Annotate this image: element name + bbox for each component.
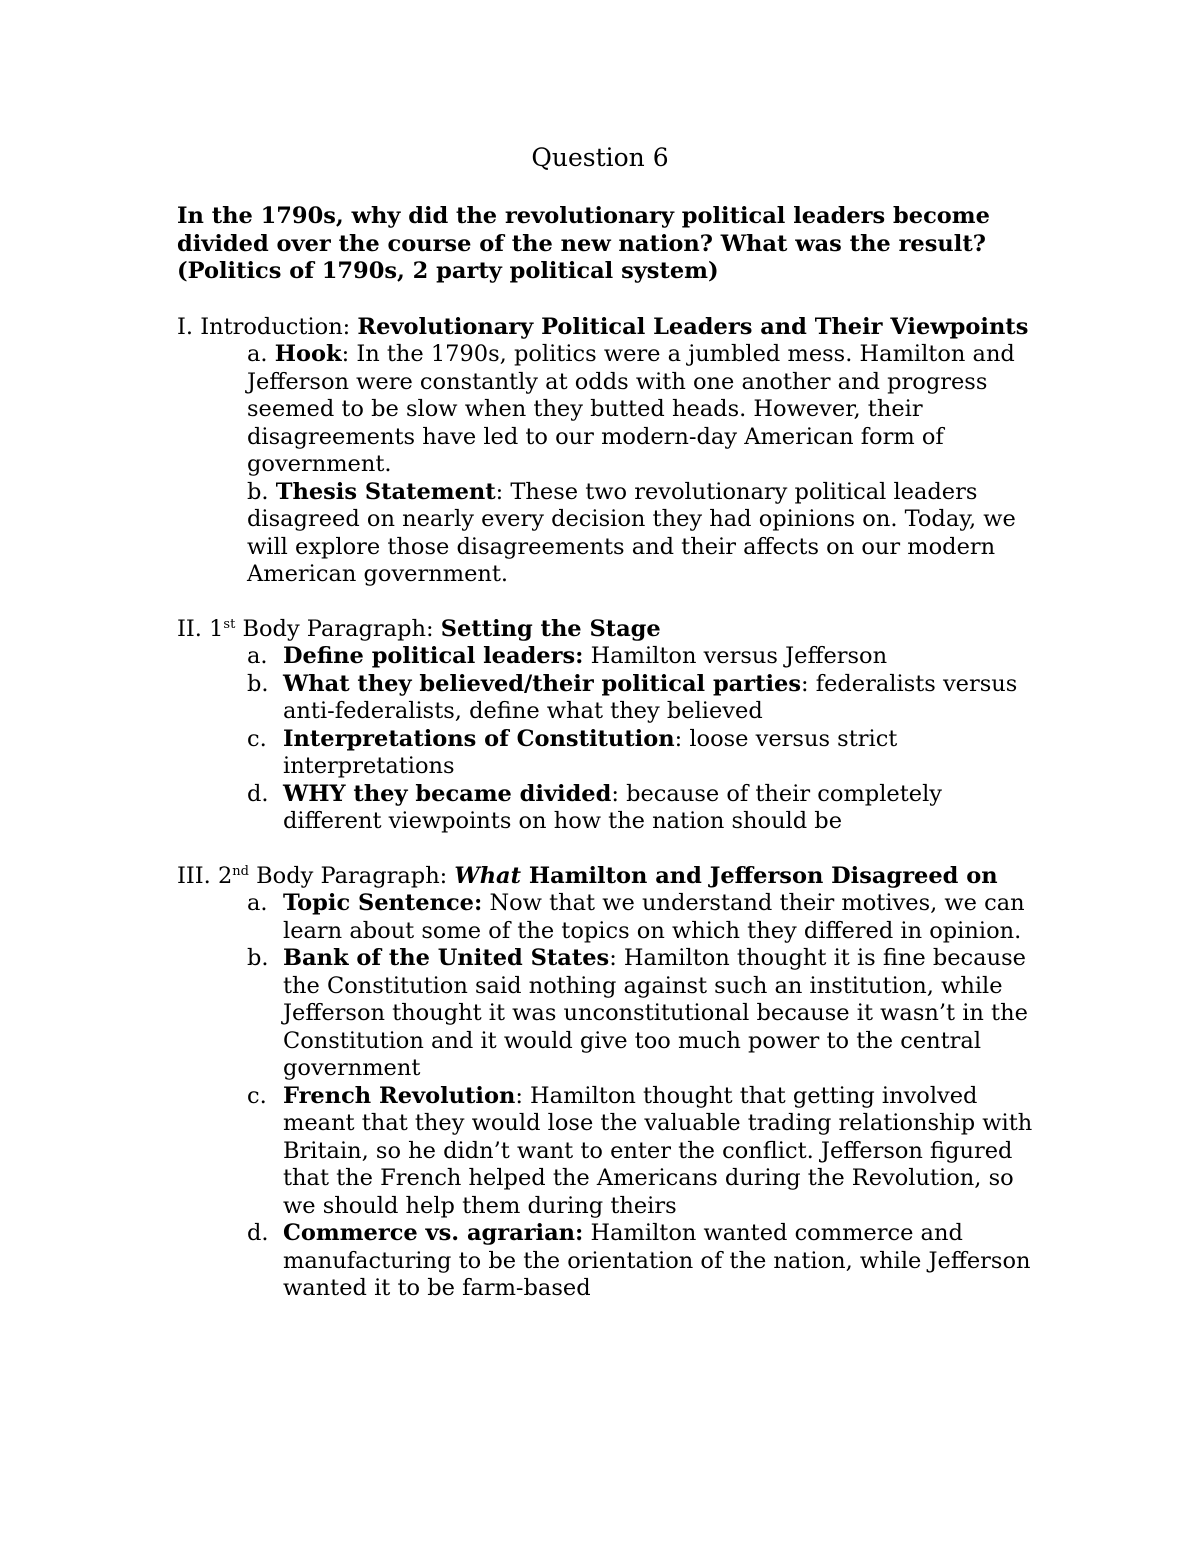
section-heading-body-2	[177, 863, 1037, 891]
document-title: Question 6	[531, 143, 669, 172]
intro-item-thesis	[247, 479, 1037, 589]
list-item	[177, 1220, 1037, 1303]
item-label: What they believed/their political parties	[283, 670, 802, 697]
section-heading-body-1	[177, 616, 1037, 644]
item-marker: b.	[247, 478, 276, 505]
item-marker: c.	[247, 725, 267, 752]
item-text: : because of their completely different viewpoints on how the nation should be	[283, 780, 942, 834]
item-text: : Hamilton thought it is fine because the Constitution said nothing against such an institution, while Jefferson thought it was unconstitutional because it wasn’t in the Constitution and it would give too much power to the central government	[283, 945, 1028, 1081]
section-body-paragraph-1	[177, 616, 1037, 836]
section-prefix-after: Body Paragraph:	[249, 862, 455, 889]
list-item	[177, 643, 1037, 671]
item-label: Commerce vs. agrarian:	[283, 1220, 584, 1246]
item-marker: b.	[247, 670, 269, 697]
section-body-paragraph-2	[177, 863, 1037, 1303]
outline-list	[177, 890, 1037, 1303]
section-prefix: II. 1	[177, 615, 224, 642]
item-marker: a.	[247, 341, 275, 367]
item-label: Topic Sentence:	[283, 890, 483, 916]
item-text: : federalists versus anti-federalists, define what they believed	[283, 670, 1018, 724]
list-item	[177, 671, 1037, 726]
item-text: Hamilton wanted commerce and manufacturing to be the orientation of the nation, while Jefferson wanted it to be farm-based	[283, 1220, 1031, 1301]
section-title: Revolutionary Political Leaders and Their Viewpoints	[357, 313, 1029, 340]
item-text: : In the 1790s, politics were a jumbled mess. Hamilton and Jefferson were constantly at odds with one another and progress seemed to be slow when they butted heads. However, their disagreements have led to our modern-day American form of government.	[247, 341, 1015, 477]
list-item	[177, 890, 1037, 945]
item-label: Hook	[274, 341, 342, 367]
item-label: Bank of the United States	[283, 945, 610, 971]
list-item	[177, 945, 1037, 1083]
item-marker: d.	[247, 1220, 269, 1246]
item-marker: a.	[247, 643, 268, 669]
item-label: Define political leaders:	[283, 643, 584, 669]
list-item	[177, 1083, 1037, 1221]
section-introduction	[177, 314, 1037, 589]
item-marker: b.	[247, 945, 269, 971]
item-label: Interpretations of Constitution	[283, 725, 675, 752]
item-text: : loose versus strict interpretations	[283, 725, 898, 779]
item-marker: d.	[247, 780, 269, 807]
question-prompt: In the 1790s, why did the revolutionary political leaders become divided over the course of the new nation? What was the result? (Politics of 1790s, 2 party political system)	[177, 203, 990, 284]
item-marker: a.	[247, 890, 268, 916]
item-text: : Hamilton thought that getting involved meant that they would lose the valuable trading relationship with Britain, so he didn’t want to enter the conflict. Jefferson figured that the French helped the Americans during the Revolution, so we should help them during theirs	[283, 1082, 1033, 1219]
section-heading-introduction	[177, 314, 1037, 342]
section-title: Setting the Stage	[440, 615, 661, 642]
list-item	[177, 781, 1037, 836]
intro-item-hook	[247, 341, 1037, 479]
item-label: French Revolution	[283, 1082, 516, 1109]
item-text: Now that we understand their motives, we can learn about some of the topics on which they differed in opinion.	[283, 890, 1025, 944]
ordinal-suffix: nd	[232, 863, 249, 879]
item-label: Thesis Statement	[275, 478, 496, 505]
item-marker: c.	[247, 1082, 267, 1109]
outline-list	[177, 643, 1037, 836]
section-title-italic: What	[454, 862, 522, 889]
document-page	[177, 141, 1037, 1330]
section-prefix: I. Introduction:	[177, 313, 358, 340]
item-text: : These two revolutionary political leaders disagreed on nearly every decision they had opinions on. Today, we will explore those disagreements and their affects on our modern American government.	[247, 478, 1016, 587]
section-title: Hamilton and Jefferson Disagreed on	[521, 862, 998, 889]
ordinal-suffix: st	[223, 616, 236, 632]
section-prefix: III. 2	[177, 862, 233, 889]
item-label: WHY they became divided	[283, 780, 612, 807]
section-prefix-after: Body Paragraph:	[235, 615, 441, 642]
list-item	[177, 726, 1037, 781]
item-text: Hamilton versus Jefferson	[583, 643, 888, 669]
